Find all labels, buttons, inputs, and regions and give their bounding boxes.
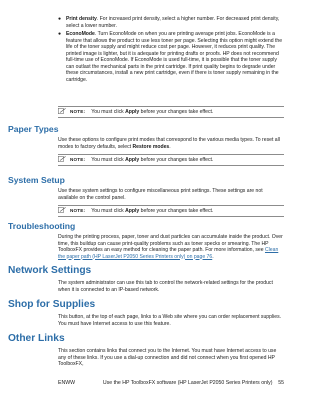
- note-text: You must click: [91, 207, 126, 214]
- section-body: This button, at the top of each page, links to a Web site where you can order replacement supplies. You must have Internet access to use this feature.: [58, 314, 282, 327]
- note-label: NOTE:: [70, 207, 86, 213]
- section-troubleshooting: [0, 221, 300, 260]
- clean-paper-path-link[interactable]: Clean the paper path (HP LaserJet P2050 Series Printers only) on page 76: [58, 247, 279, 260]
- section-other-links: [0, 333, 300, 368]
- body-text-end: .: [212, 253, 214, 260]
- bullet-term: Print density: [66, 16, 97, 22]
- bullet-dot-icon: ●: [58, 16, 62, 22]
- restore-modes-label: Restore modes: [132, 143, 170, 150]
- note: [58, 205, 284, 217]
- bullet-text: . Turn EconoMode on when you are printing average print jobs. EconoMode is a feature that allows the product to use less toner per page. Selecting this option might extend the life of the toner supply and might reduce cost per page. However, it reduces print quality. The printed image is lighter, but it is adequate for printing drafts or proofs. HP does not recommend full-time use of EconoMode. If EconoMode is used full-time, it is possible that the toner supply can outlast the mechanical parts in the print cartridge. If print quality begins to degrade under these circumstances, install a new print cartridge, even if there is toner supply remaining in the cartridge.: [66, 31, 283, 83]
- note-text: You must click: [91, 156, 126, 163]
- page-footer: [58, 380, 284, 387]
- section-body: [58, 137, 284, 150]
- section-body: The system administrator can use this tab to control the network-related settings for the product when it is connected to an IP-based network.: [58, 280, 273, 293]
- bullet-dot-icon: ●: [58, 31, 62, 37]
- note-pencil-icon: [58, 207, 66, 213]
- note-text-end: before your changes take effect.: [139, 207, 214, 214]
- section-system-setup: [0, 175, 300, 217]
- section-shop-supplies: [0, 299, 300, 327]
- bullet-print-density: [58, 16, 286, 29]
- note-pencil-icon: [58, 156, 66, 162]
- footer-left: ENWW: [58, 380, 75, 386]
- section-heading: System Setup: [8, 175, 65, 185]
- note-apply: Apply: [125, 108, 140, 115]
- section-heading: Other Links: [8, 333, 65, 344]
- note-text-end: before your changes take effect.: [139, 156, 214, 163]
- note-text: You must click: [91, 108, 126, 115]
- section-heading: Paper Types: [8, 124, 59, 134]
- bullet-list: [58, 16, 286, 85]
- note: [58, 106, 284, 118]
- bullet-term: EconoMode: [66, 31, 95, 37]
- section-paper-types: [0, 124, 300, 166]
- section-network-settings: [0, 265, 300, 293]
- section-body: This section contains links that connect you to the Internet. You must have Internet access to use any of these links. If you use a dial-up connection and did not connect when you first opened HP ToolboxFX,: [58, 348, 277, 367]
- note: [58, 154, 284, 166]
- note-apply: Apply: [125, 207, 140, 214]
- section-heading: Troubleshooting: [8, 221, 76, 231]
- note-block-1: [0, 106, 300, 118]
- footer-right: Use the HP ToolboxFX software (HP LaserJet P2050 Series Printers only) 55: [102, 380, 284, 386]
- section-body: Use these system settings to configure miscellaneous print settings. These settings are not available on the control panel.: [58, 188, 263, 201]
- bullet-text: . For increased print density, select a higher number. For decreased print density, select a lower number.: [66, 16, 280, 29]
- section-heading: Network Settings: [8, 265, 92, 276]
- note-label: NOTE:: [70, 108, 86, 114]
- body-text: Use these options to configure print modes that correspond to the various media types. To reset all modes to factory defaults, select: [58, 137, 280, 150]
- section-body: [58, 234, 284, 260]
- note-text-end: before your changes take effect.: [139, 108, 214, 115]
- note-pencil-icon: [58, 108, 66, 114]
- note-apply: Apply: [125, 156, 140, 163]
- note-label: NOTE:: [70, 156, 86, 162]
- bullet-economode: [58, 31, 286, 83]
- body-text: During the printing process, paper, toner and dust particles can accumulate inside the product. Over time, this buildup can cause print-quality problems such as toner specks or smearing. The HP ToolboxFX provides an easy method for cleaning the paper path. For more information, see: [58, 234, 283, 253]
- section-heading: Shop for Supplies: [8, 299, 96, 310]
- body-text-end: .: [169, 143, 171, 150]
